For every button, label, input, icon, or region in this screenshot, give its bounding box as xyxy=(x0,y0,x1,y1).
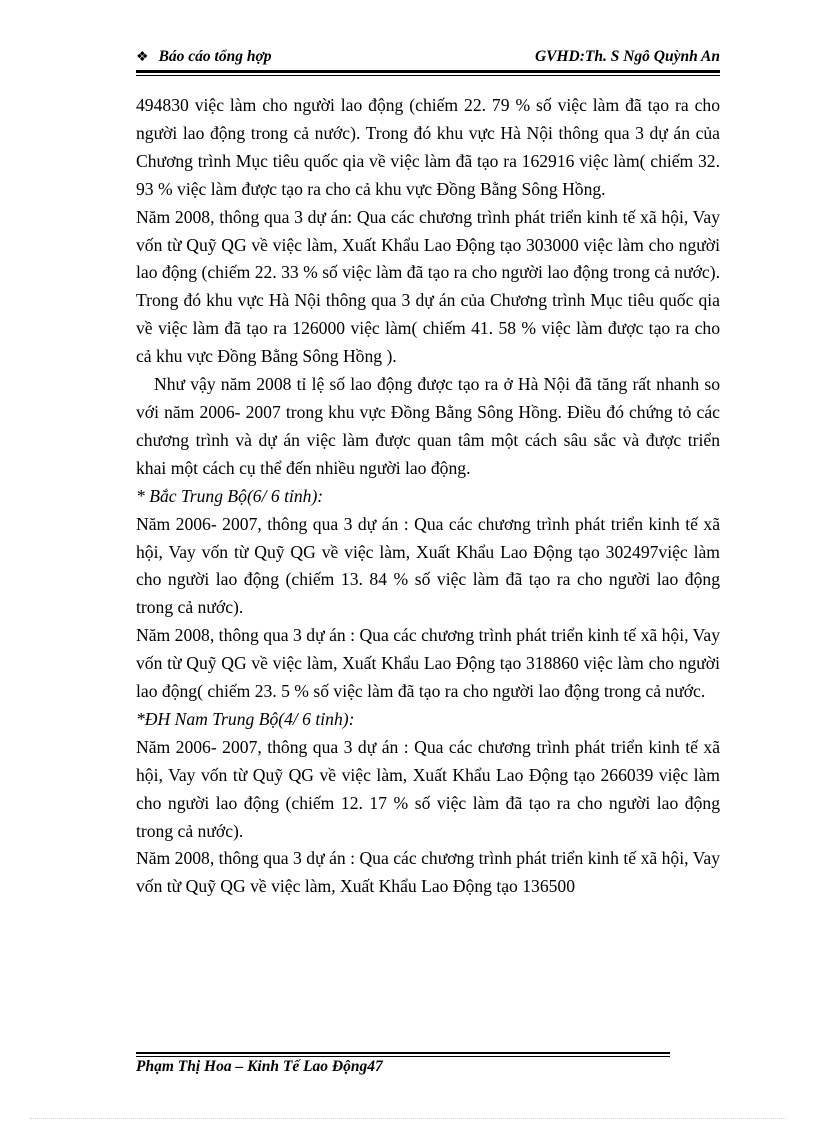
header-divider-thick xyxy=(136,70,720,73)
paragraph-2: Năm 2008, thông qua 3 dự án: Qua các chương trình phát triển kinh tế xã hội, Vay vốn từ Quỹ QG về việc làm, Xuất Khẩu Lao Động tạo 303000 việc làm cho người lao động (chiếm 22. 33 % số việc làm đã tạo ra cho người lao động trong cả nước). Trong đó khu vực Hà Nội thông qua 3 dự án của Chương trình Mục tiêu quốc qia về việc làm đã tạo ra 126000 việc làm( chiếm 41. 58 % việc làm được tạo ra cho cả khu vực Đồng Bằng Sông Hồng ). xyxy=(136,206,720,367)
paragraph-6: Năm 2006- 2007, thông qua 3 dự án : Qua các chương trình phát triển kinh tế xã hội, Vay vốn từ Quỹ QG về việc làm, Xuất Khẩu Lao Động tạo 266039 việc làm cho người lao động (chiếm 12. 17 % số việc làm đã tạo ra cho người lao động trong cả nước). xyxy=(136,736,720,841)
paragraph-7: Năm 2008, thông qua 3 dự án : Qua các chương trình phát triển kinh tế xã hội, Vay vốn từ Quỹ QG về việc làm, Xuất Khẩu Lao Động tạo 136500 xyxy=(136,848,720,897)
body-text xyxy=(136,92,720,901)
header-left xyxy=(136,48,272,66)
supervisor-name: GVHD:Th. S Ngô Quỳnh An xyxy=(534,48,720,65)
section-heading-bac-trung-bo: * Bắc Trung Bộ(6/ 6 tỉnh): xyxy=(136,485,324,506)
page-footer: Phạm Thị Hoa – Kinh Tế Lao Động47 xyxy=(136,1058,383,1075)
page-header xyxy=(136,46,720,70)
paragraph-5: Năm 2008, thông qua 3 dự án : Qua các chương trình phát triển kinh tế xã hội, Vay vốn từ Quỹ QG về việc làm, Xuất Khẩu Lao Động tạo 318860 việc làm cho người lao động( chiếm 23. 5 % số việc làm đã tạo ra cho người lao động trong cả nước. xyxy=(136,625,720,702)
paragraph-1: 494830 việc làm cho người lao động (chiếm 22. 79 % số việc làm đã tạo ra cho người lao động trong cả nước). Trong đó khu vực Hà Nội thông qua 3 dự án của Chương trình Mục tiêu quốc qia về việc làm đã tạo ra 162916 việc làm( chiếm 32. 93 % việc làm được tạo ra cho cả khu vực Đồng Bằng Sông Hồng. xyxy=(136,95,720,199)
diamond-bullet-icon: ❖ xyxy=(136,50,149,65)
paragraph-4: Năm 2006- 2007, thông qua 3 dự án : Qua các chương trình phát triển kinh tế xã hội, Vay vốn từ Quỹ QG về việc làm, Xuất Khẩu Lao Động tạo 302497việc làm cho người lao động (chiếm 13. 84 % số việc làm đã tạo ra cho người lao động trong cả nước). xyxy=(136,513,720,618)
paragraph-3: Như vậy năm 2008 tỉ lệ số lao động được tạo ra ở Hà Nội đã tăng rất nhanh so với năm 2006- 2007 trong khu vực Đồng Bằng Sông Hồng. Điều đó chứng tỏ các chương trình và dự án việc làm được quan tâm một cách sâu sắc và được triển khai một cách cụ thể đến nhiều người lao động. xyxy=(136,374,720,478)
header-divider-thin xyxy=(136,75,720,76)
page-bottom-border xyxy=(30,1118,786,1119)
footer-divider-thick xyxy=(136,1052,670,1054)
footer-divider-thin xyxy=(136,1056,670,1057)
section-heading-nam-trung-bo: *ĐH Nam Trung Bộ(4/ 6 tỉnh): xyxy=(136,708,355,729)
report-title: Báo cáo tổng hợp xyxy=(158,48,272,65)
